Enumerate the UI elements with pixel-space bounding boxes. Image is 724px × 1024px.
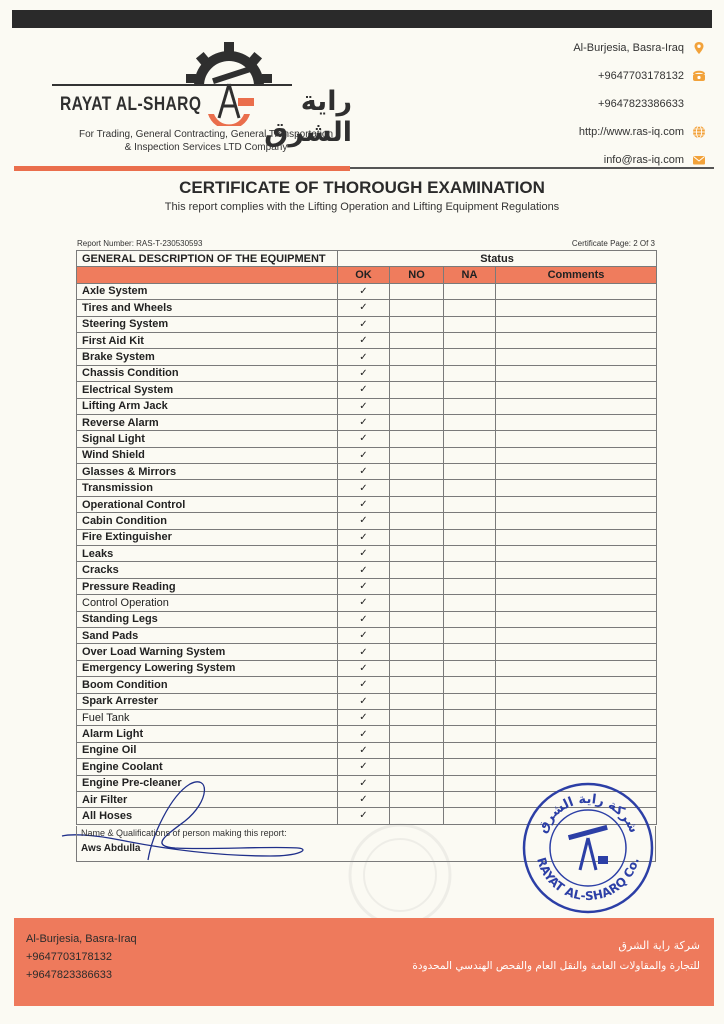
ok-check-cell: ✓ [338,365,390,381]
na-cell [444,513,496,529]
no-cell [390,775,444,791]
comments-cell [496,464,657,480]
ok-check-cell: ✓ [338,316,390,332]
comments-cell [496,546,657,562]
equipment-item: Control Operation [77,595,338,611]
no-cell [390,365,444,381]
no-cell [390,382,444,398]
table-row [77,709,657,725]
no-cell [390,627,444,643]
signoff-label: Name & Qualifications of person making this report: [81,828,287,838]
no-cell [390,644,444,660]
no-cell [390,398,444,414]
comments-cell [496,316,657,332]
phone-icon [692,69,706,83]
equipment-item: Spark Arrester [77,693,338,709]
svg-text:شركة راية الشرق [535,792,641,836]
table-row [77,677,657,693]
comments-cell [496,480,657,496]
no-cell [390,513,444,529]
na-cell [444,693,496,709]
top-bar [12,10,712,28]
no-cell [390,496,444,512]
table-row [77,759,657,775]
comments-cell [496,644,657,660]
footer [14,918,714,1006]
equipment-item: Engine Coolant [77,759,338,775]
na-cell [444,529,496,545]
ok-check-cell: ✓ [338,759,390,775]
na-cell [444,349,496,365]
header-divider [14,166,714,171]
comments-cell [496,365,657,381]
na-cell [444,480,496,496]
equipment-item: Axle System [77,283,338,299]
equipment-item: Boom Condition [77,677,338,693]
company-description-line2: & Inspection Services LTD Company [124,142,288,153]
company-description [56,128,356,154]
equipment-item: Tires and Wheels [77,300,338,316]
equipment-item: Alarm Light [77,726,338,742]
contact-address-text: Al-Burjesia, Basra-Iraq [573,42,684,54]
page-subtitle: This report complies with the Lifting Operation and Lifting Equipment Regulations [164,201,560,213]
ok-check-cell: ✓ [338,726,390,742]
comments-cell [496,595,657,611]
contact-email-text: info@ras-iq.com [603,154,684,166]
no-cell [390,332,444,348]
na-cell [444,742,496,758]
table-row [77,447,657,463]
location-icon [692,41,706,55]
equipment-item: Engine Oil [77,742,338,758]
footer-phone-1: +9647703178132 [26,951,112,963]
faded-stamp-icon [340,820,460,930]
table-row [77,513,657,529]
comments-cell [496,759,657,775]
col-comments: Comments [496,267,657,283]
comments-cell [496,611,657,627]
contact-phone-1 [506,62,706,90]
footer-contact [26,930,137,984]
svg-text:RAYAT AL-SHARQ Co. [534,856,642,903]
ok-check-cell: ✓ [338,431,390,447]
no-cell [390,431,444,447]
logo-text-en: RAYAT AL-SHARQ [60,94,202,115]
table-row [77,578,657,594]
comments-cell [496,398,657,414]
no-cell [390,316,444,332]
ok-check-cell: ✓ [338,660,390,676]
equipment-heading: GENERAL DESCRIPTION OF THE EQUIPMENT [77,251,338,267]
report-meta [77,239,655,248]
table-row [77,349,657,365]
na-cell [444,791,496,807]
ok-check-cell: ✓ [338,808,390,824]
no-cell [390,529,444,545]
table-row [77,660,657,676]
table-row [77,611,657,627]
certificate-page: Certificate Page: 2 Of 3 [571,239,655,248]
contact-phone-2 [506,90,706,118]
equipment-item: Pressure Reading [77,578,338,594]
comments-cell [496,382,657,398]
divider-orange [14,166,350,171]
na-cell [444,709,496,725]
contact-address [506,34,706,62]
ok-check-cell: ✓ [338,677,390,693]
na-cell [444,578,496,594]
table-row [77,546,657,562]
na-cell [444,382,496,398]
ok-check-cell: ✓ [338,464,390,480]
equipment-item: Electrical System [77,382,338,398]
logo-text-ar: راية الشرق [264,86,352,148]
na-cell [444,398,496,414]
comments-cell [496,332,657,348]
na-cell [444,283,496,299]
ok-check-cell: ✓ [338,398,390,414]
no-cell [390,759,444,775]
equipment-item: Chassis Condition [77,365,338,381]
table-row [77,496,657,512]
ok-check-cell: ✓ [338,349,390,365]
comments-cell [496,677,657,693]
table-row [77,283,657,299]
footer-arabic-line1: شركة راية الشرق [618,939,700,952]
equipment-item: Cracks [77,562,338,578]
footer-phone-2: +9647823386633 [26,969,112,981]
divider-dark [350,167,714,169]
table-row [77,464,657,480]
ok-check-cell: ✓ [338,300,390,316]
table-row [77,300,657,316]
comments-cell [496,414,657,430]
equipment-item: Sand Pads [77,627,338,643]
ok-check-cell: ✓ [338,447,390,463]
inspector-name: Aws Abdulla [81,843,141,854]
na-cell [444,496,496,512]
ok-check-cell: ✓ [338,791,390,807]
na-cell [444,546,496,562]
table-row [77,742,657,758]
na-cell [444,464,496,480]
contact-block [506,34,706,174]
equipment-item: Signal Light [77,431,338,447]
equipment-item: Standing Legs [77,611,338,627]
ok-check-cell: ✓ [338,562,390,578]
na-cell [444,726,496,742]
na-cell [444,611,496,627]
na-cell [444,644,496,660]
na-cell [444,562,496,578]
no-cell [390,611,444,627]
table-row [77,480,657,496]
mail-icon [692,153,706,167]
report-number: Report Number: RAS-T-230530593 [77,239,203,248]
table-row [77,726,657,742]
col-na: NA [444,267,496,283]
no-cell [390,546,444,562]
footer-address: Al-Burjesia, Basra-Iraq [26,933,137,945]
stamp-text-top: شركة راية الشرق [535,791,642,836]
no-cell [390,660,444,676]
equipment-item: Lifting Arm Jack [77,398,338,414]
no-cell [390,480,444,496]
equipment-item: All Hoses [77,808,338,824]
comments-cell [496,726,657,742]
na-cell [444,660,496,676]
no-cell [390,726,444,742]
table-row [77,382,657,398]
na-cell [444,300,496,316]
table-row [77,693,657,709]
table-row [77,316,657,332]
no-cell [390,414,444,430]
table-row [77,562,657,578]
ok-check-cell: ✓ [338,627,390,643]
footer-arabic-line2: للتجارة والمقاولات العامة والنقل العام والفحص الهندسي المحدودة [412,960,700,972]
ok-check-cell: ✓ [338,480,390,496]
column-header-row [77,267,657,283]
na-cell [444,431,496,447]
table-row [77,332,657,348]
comments-cell [496,283,657,299]
equipment-item: Steering System [77,316,338,332]
col-no: NO [390,267,444,283]
comments-cell [496,349,657,365]
equipment-item: Brake System [77,349,338,365]
table-row [77,529,657,545]
company-stamp-icon [518,778,658,918]
comments-cell [496,529,657,545]
ok-check-cell: ✓ [338,595,390,611]
equipment-item: Fire Extinguisher [77,529,338,545]
equipment-item: Fuel Tank [77,709,338,725]
table-heading-row [77,251,657,267]
no-cell [390,447,444,463]
na-cell [444,677,496,693]
ok-check-cell: ✓ [338,611,390,627]
comments-cell [496,742,657,758]
ok-check-cell: ✓ [338,546,390,562]
no-cell [390,349,444,365]
ok-check-cell: ✓ [338,578,390,594]
phone-2-spacer [692,97,706,111]
comments-cell [496,709,657,725]
equipment-item: Cabin Condition [77,513,338,529]
ok-check-cell: ✓ [338,644,390,660]
ok-check-cell: ✓ [338,742,390,758]
comments-cell [496,693,657,709]
status-heading: Status [338,251,657,267]
comments-cell [496,627,657,643]
company-logo [52,32,352,162]
equipment-table [76,250,657,825]
table-row [77,431,657,447]
globe-icon [692,125,706,139]
ok-check-cell: ✓ [338,283,390,299]
ok-check-cell: ✓ [338,414,390,430]
ok-check-cell: ✓ [338,513,390,529]
na-cell [444,316,496,332]
no-cell [390,742,444,758]
comments-cell [496,578,657,594]
page-title: CERTIFICATE OF THOROUGH EXAMINATION [179,178,545,197]
contact-website [506,118,706,146]
no-cell [390,693,444,709]
footer-arabic [412,936,700,976]
na-cell [444,775,496,791]
equipment-item: Emergency Lowering System [77,660,338,676]
equipment-item: Operational Control [77,496,338,512]
comments-cell [496,562,657,578]
equipment-item: Over Load Warning System [77,644,338,660]
company-description-line1: For Trading, General Contracting, General Transportation [78,129,334,140]
equipment-item: First Aid Kit [77,332,338,348]
na-cell [444,759,496,775]
no-cell [390,464,444,480]
equipment-item: Wind Shield [77,447,338,463]
ok-check-cell: ✓ [338,775,390,791]
comments-cell [496,447,657,463]
comments-cell [496,513,657,529]
table-row [77,595,657,611]
no-cell [390,578,444,594]
no-cell [390,283,444,299]
na-cell [444,447,496,463]
equipment-item: Air Filter [77,791,338,807]
comments-cell [496,300,657,316]
na-cell [444,595,496,611]
equipment-table-container [76,250,656,825]
ok-check-cell: ✓ [338,709,390,725]
ok-check-cell: ✓ [338,332,390,348]
na-cell [444,332,496,348]
contact-phone-1-text: +9647703178132 [598,70,684,82]
equipment-item: Leaks [77,546,338,562]
equipment-item: Glasses & Mirrors [77,464,338,480]
equipment-item: Transmission [77,480,338,496]
contact-phone-2-text: +9647823386633 [598,98,684,110]
table-row [77,627,657,643]
na-cell [444,365,496,381]
no-cell [390,677,444,693]
blank-header-cell [77,267,338,283]
no-cell [390,595,444,611]
contact-website-text: http://www.ras-iq.com [578,126,684,138]
no-cell [390,300,444,316]
equipment-item: Reverse Alarm [77,414,338,430]
ok-check-cell: ✓ [338,382,390,398]
ok-check-cell: ✓ [338,693,390,709]
no-cell [390,562,444,578]
na-cell [444,627,496,643]
table-row [77,414,657,430]
stamp-text-bottom: RAYAT AL-SHARQ Co. [534,855,642,904]
comments-cell [496,660,657,676]
equipment-item: Engine Pre-cleaner [77,775,338,791]
table-row [77,398,657,414]
na-cell [444,414,496,430]
col-ok: OK [338,267,390,283]
table-row [77,365,657,381]
table-row [77,644,657,660]
comments-cell [496,431,657,447]
ok-check-cell: ✓ [338,529,390,545]
no-cell [390,791,444,807]
no-cell [390,709,444,725]
ok-check-cell: ✓ [338,496,390,512]
table-body [77,283,657,824]
comments-cell [496,496,657,512]
